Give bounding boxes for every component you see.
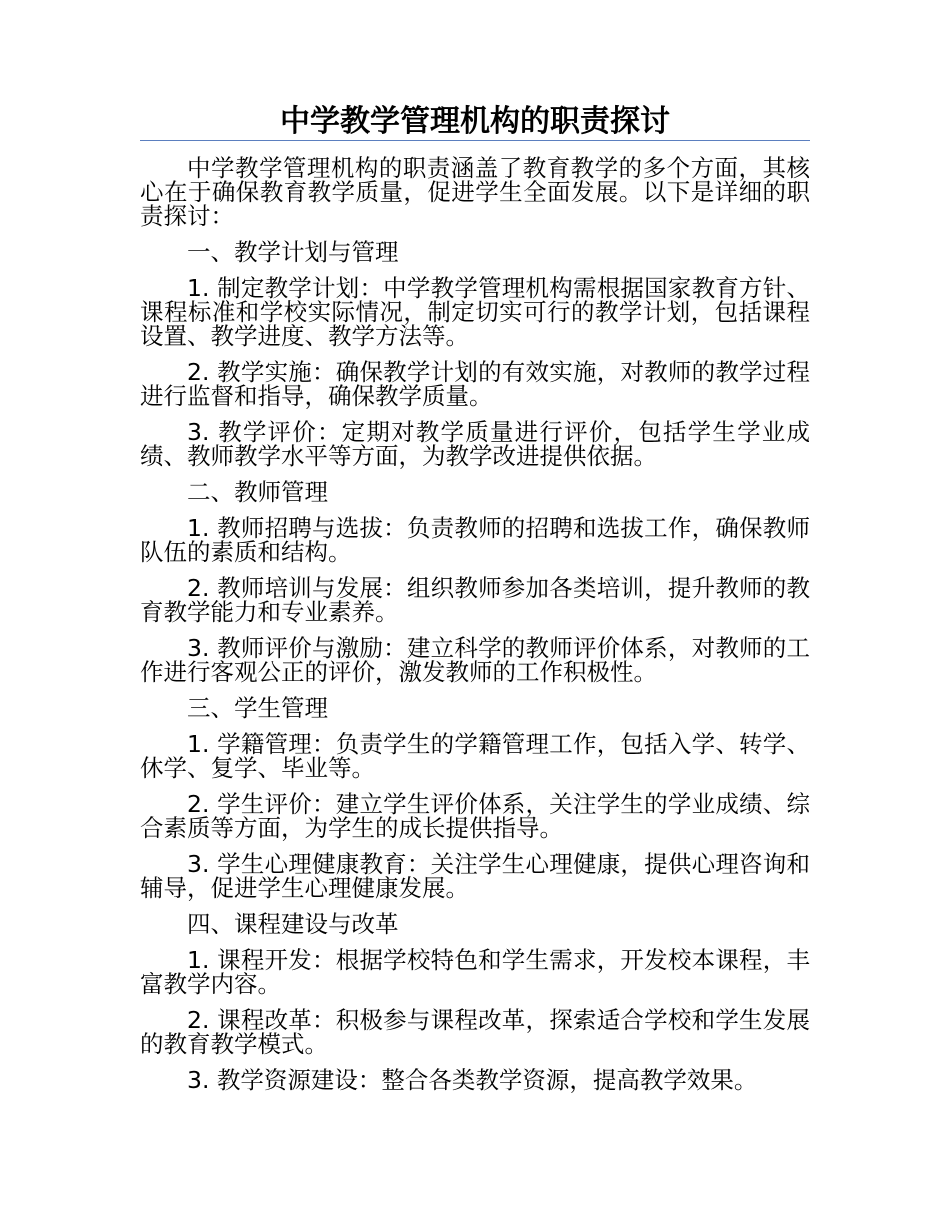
list-item: 3. 教学评价：定期对教学质量进行评价，包括学生学业成绩、教师教学水平等方面，为教学改进提供依据。: [140, 418, 810, 470]
list-item: 3. 教学资源建设：整合各类教学资源，提高教学效果。: [187, 1066, 758, 1094]
section-heading: 二、教师管理: [187, 478, 328, 506]
title-block: [140, 104, 810, 142]
list-item: 1. 课程开发：根据学校特色和学生需求，开发校本课程，丰富教学内容。: [140, 946, 810, 998]
list-item: 1. 制定教学计划：中学教学管理机构需根据国家教育方针、课程标准和学校实际情况，制定切实可行的教学计划，包括课程设置、教学进度、教学方法等。: [140, 274, 810, 350]
list-item: 2. 教学实施：确保教学计划的有效实施，对教师的教学过程进行监督和指导，确保教学质量。: [140, 358, 810, 410]
list-item: 2. 课程改革：积极参与课程改革，探索适合学校和学生发展的教育教学模式。: [140, 1006, 810, 1058]
section-heading: 四、课程建设与改革: [187, 910, 399, 938]
list-item: 2. 学生评价：建立学生评价体系，关注学生的学业成绩、综合素质等方面，为学生的成长提供指导。: [140, 790, 810, 842]
document-body: [140, 156, 810, 1104]
list-item: 1. 学籍管理：负责学生的学籍管理工作，包括入学、转学、休学、复学、毕业等。: [140, 730, 810, 782]
list-item: 3. 教师评价与激励：建立科学的教师评价体系，对教师的工作进行客观公正的评价，激发教师的工作积极性。: [140, 634, 810, 686]
document-title: 中学教学管理机构的职责探讨: [280, 104, 670, 139]
list-item: 3. 学生心理健康教育：关注学生心理健康，提供心理咨询和辅导，促进学生心理健康发展。: [140, 850, 810, 902]
intro-paragraph: 中学教学管理机构的职责涵盖了教育教学的多个方面，其核心在于确保教育教学质量，促进学生全面发展。以下是详细的职责探讨：: [140, 154, 810, 230]
list-item: 1. 教师招聘与选拔：负责教师的招聘和选拔工作，确保教师队伍的素质和结构。: [140, 514, 810, 566]
list-item: 2. 教师培训与发展：组织教师参加各类培训，提升教师的教育教学能力和专业素养。: [140, 574, 810, 626]
section-heading: 一、教学计划与管理: [187, 238, 399, 266]
section-heading: 三、学生管理: [187, 694, 328, 722]
title-underline: [140, 140, 810, 141]
